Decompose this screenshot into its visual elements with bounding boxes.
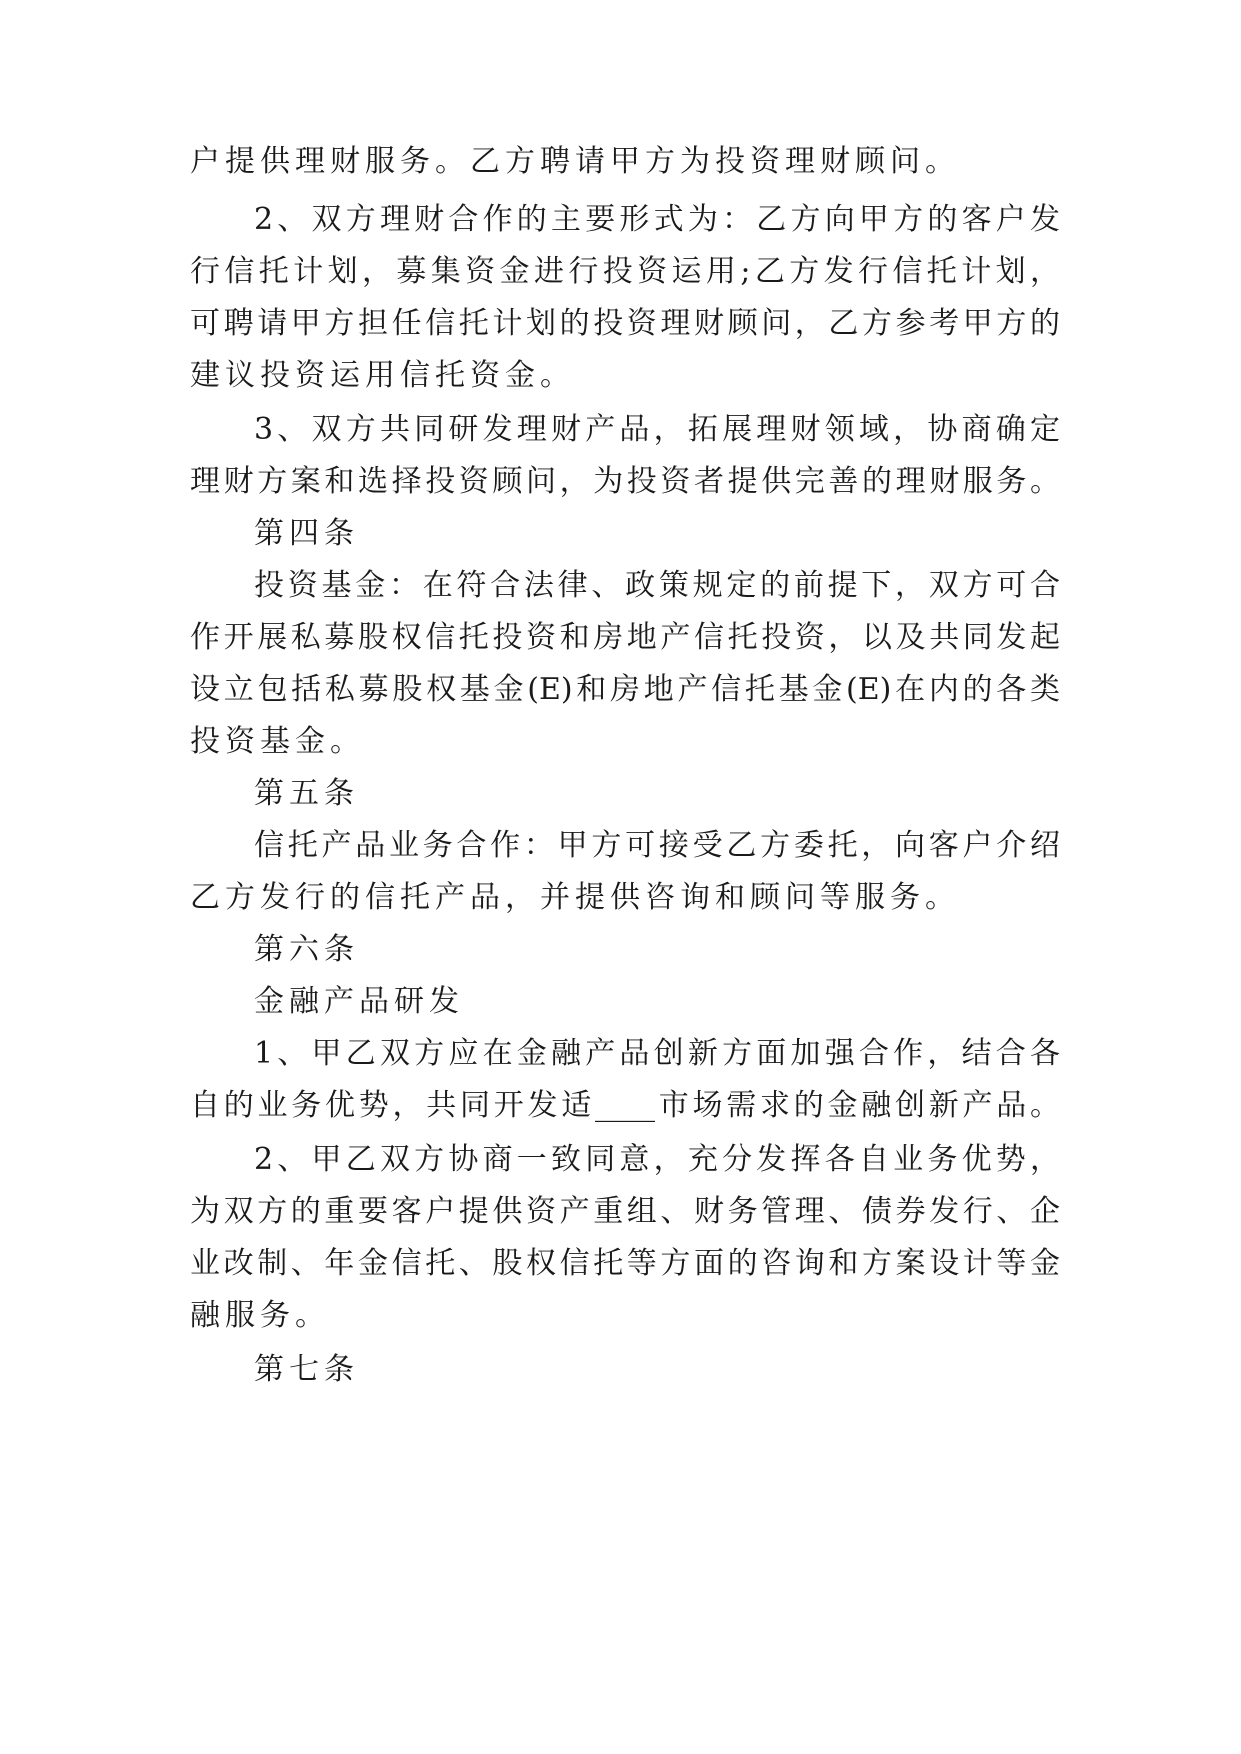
text-line: 1、甲乙双方应在金融产品创新方面加强合作，结合各 xyxy=(254,1036,1060,1071)
text-line: 3、双方共同研发理财产品，拓展理财领域，协商确定 xyxy=(254,412,1060,447)
text-line: 投资基金。 xyxy=(190,724,365,759)
text-line: 可聘请甲方担任信托计划的投资理财顾问，乙方参考甲方的 xyxy=(190,306,1060,341)
text-line: 理财方案和选择投资顾问，为投资者提供完善的理财服务。 xyxy=(190,464,1060,499)
article-heading: 第五条 xyxy=(254,776,359,811)
text-line: 为双方的重要客户提供资产重组、财务管理、债券发行、企 xyxy=(190,1194,1060,1229)
article-heading: 第六条 xyxy=(254,932,359,967)
article-heading: 第七条 xyxy=(254,1352,359,1387)
text-line: 自的业务优势，共同开发适____市场需求的金融创新产品。 xyxy=(190,1088,1060,1123)
article-heading: 第四条 xyxy=(254,516,359,551)
section-title: 金融产品研发 xyxy=(254,984,464,1019)
text-line: 2、甲乙双方协商一致同意，充分发挥各自业务优势， xyxy=(254,1142,1060,1177)
text-line: 建议投资运用信托资金。 xyxy=(190,358,575,393)
text-line: 融服务。 xyxy=(190,1298,330,1333)
text-line: 设立包括私募股权基金(E)和房地产信托基金(E)在内的各类 xyxy=(190,672,1060,707)
text-line: 投资基金：在符合法律、政策规定的前提下，双方可合 xyxy=(254,568,1060,603)
text-line: 2、双方理财合作的主要形式为：乙方向甲方的客户发 xyxy=(254,202,1060,237)
text-line: 户提供理财服务。乙方聘请甲方为投资理财顾问。 xyxy=(190,144,960,179)
text-line: 业改制、年金信托、股权信托等方面的咨询和方案设计等金 xyxy=(190,1246,1060,1281)
text-line: 行信托计划，募集资金进行投资运用;乙方发行信托计划， xyxy=(190,254,1060,289)
text-line: 乙方发行的信托产品，并提供咨询和顾问等服务。 xyxy=(190,880,960,915)
text-line: 信托产品业务合作：甲方可接受乙方委托，向客户介绍 xyxy=(254,828,1060,863)
text-line: 作开展私募股权信托投资和房地产信托投资，以及共同发起 xyxy=(190,620,1060,655)
